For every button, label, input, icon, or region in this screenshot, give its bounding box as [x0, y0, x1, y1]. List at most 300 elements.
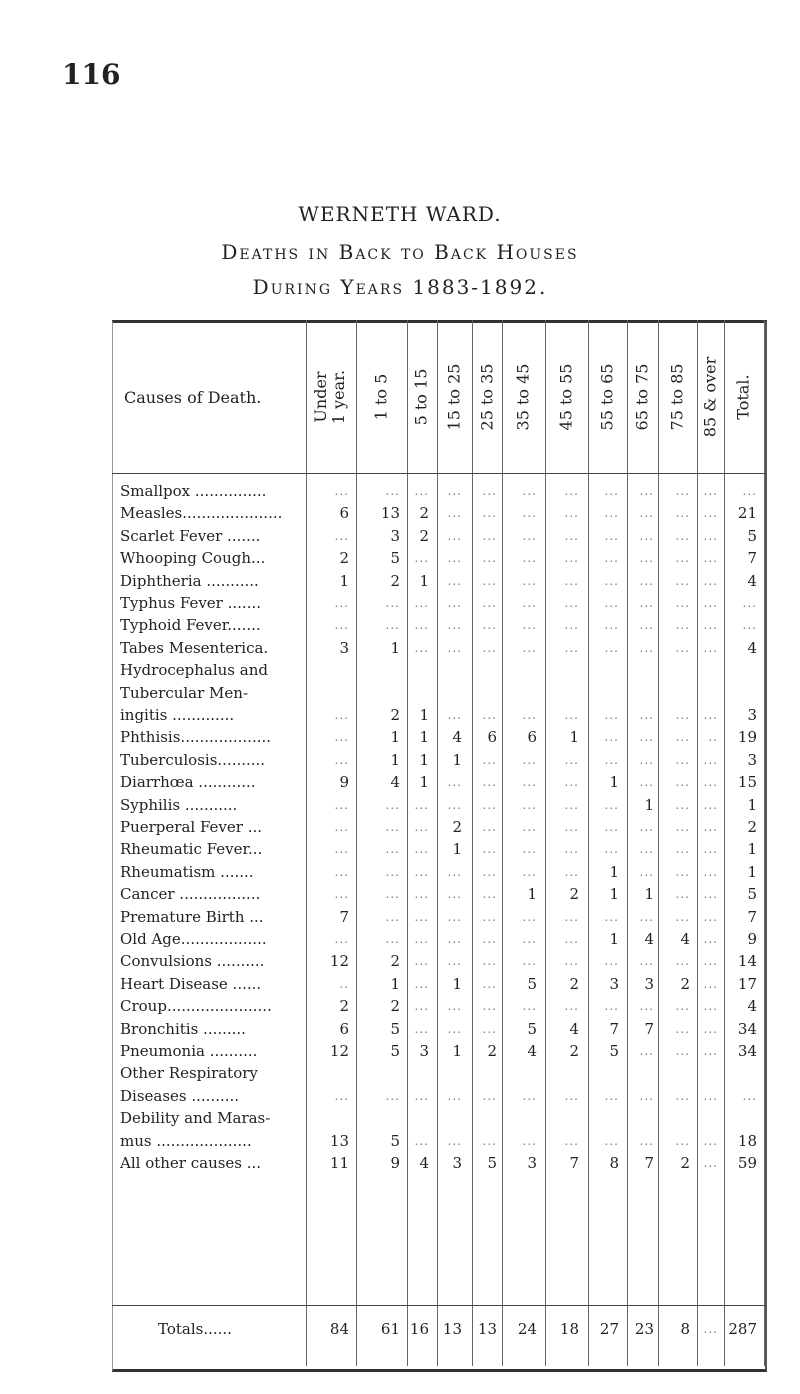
- table-cell: ...: [482, 528, 497, 543]
- row-label: ingitis .............: [120, 706, 235, 724]
- table-cell: ...: [639, 909, 654, 924]
- table-cell: ...: [522, 1088, 537, 1103]
- column-divider: [306, 320, 307, 1366]
- table-cell: ...: [522, 573, 537, 588]
- table-cell: ...: [414, 640, 429, 655]
- column-header-label: 65 to 75: [632, 363, 652, 431]
- table-cell: ...: [447, 909, 462, 924]
- table-cell: ...: [482, 797, 497, 812]
- row-label: Old Age..................: [120, 930, 267, 948]
- table-cell: ...: [414, 618, 429, 633]
- table-cell: ...: [675, 1133, 690, 1148]
- table-cell: ...: [447, 954, 462, 969]
- table-cell: 5: [747, 885, 757, 904]
- table-cell: ...: [564, 797, 579, 812]
- table-cell: ...: [639, 618, 654, 633]
- table-cell: ...: [604, 909, 619, 924]
- page-subtitle-years: During Years 1883-1892.: [252, 275, 548, 299]
- causes-header: Causes of Death.: [124, 388, 262, 407]
- table-cell: 18: [737, 1131, 757, 1150]
- table-cell: 12: [329, 1042, 349, 1060]
- table-cell: 1: [419, 750, 429, 769]
- table-cell: ...: [639, 484, 654, 498]
- table-cell: 2: [569, 885, 579, 904]
- table-cell: ...: [385, 484, 400, 498]
- table-cell: 1: [569, 728, 579, 747]
- table-cell: 13: [329, 1131, 349, 1150]
- table-cell: ...: [414, 909, 429, 924]
- table-cell: ...: [604, 618, 619, 633]
- table-cell: 3: [527, 1154, 537, 1172]
- table-cell: ...: [675, 842, 690, 857]
- table-cell: 34: [737, 1019, 757, 1038]
- table-cell: 2: [390, 571, 400, 590]
- table-cell: ...: [675, 596, 690, 610]
- table-cell: 1: [390, 750, 400, 769]
- table-cell: ...: [742, 618, 757, 633]
- table-cell: ...: [414, 976, 429, 991]
- table-cell: ...: [675, 528, 690, 543]
- table-cell: ...: [675, 573, 690, 588]
- table-cell: ...: [447, 573, 462, 588]
- table-cell: 1: [609, 773, 619, 792]
- table-cell: ...: [675, 1088, 690, 1103]
- table-cell: ...: [385, 909, 400, 924]
- table-cell: ...: [604, 551, 619, 566]
- table-cell: 7: [609, 1019, 619, 1038]
- table-cell: ...: [639, 775, 654, 790]
- table-cell: 1: [452, 750, 462, 769]
- table-cell: 6: [339, 504, 349, 523]
- table-cell: 15: [737, 773, 757, 792]
- table-cell: 1: [644, 795, 654, 814]
- table-cell: ...: [703, 618, 718, 633]
- table-cell: 7: [569, 1154, 579, 1172]
- table-cell: 21: [737, 504, 757, 523]
- table-cell: ...: [447, 1133, 462, 1148]
- totals-cell: 24: [517, 1320, 537, 1338]
- table-cell: ...: [522, 797, 537, 812]
- table-cell: ...: [604, 954, 619, 969]
- table-cell: ...: [482, 999, 497, 1014]
- table-cell: ...: [482, 864, 497, 879]
- table-cell: 4: [527, 1042, 537, 1060]
- table-cell: ...: [522, 596, 537, 610]
- table-cell: ...: [639, 752, 654, 767]
- row-label: Diseases ..........: [120, 1086, 240, 1105]
- table-cell: ...: [447, 797, 462, 812]
- table-cell: ...: [639, 820, 654, 834]
- table-cell: ...: [604, 640, 619, 655]
- table-cell: 5: [390, 549, 400, 568]
- table-cell: ...: [385, 864, 400, 879]
- table-cell: 2: [569, 1042, 579, 1060]
- table-cell: ...: [675, 775, 690, 790]
- table-cell: ...: [414, 932, 429, 946]
- table-cell: 3: [419, 1042, 429, 1060]
- table-cell: ...: [385, 1088, 400, 1103]
- table-cell: ...: [522, 820, 537, 834]
- table-cell: 11: [329, 1154, 349, 1172]
- table-cell: ...: [703, 484, 718, 498]
- table-cell: 3: [747, 706, 757, 724]
- table-cell: 14: [737, 952, 757, 971]
- table-cell: ...: [522, 842, 537, 857]
- table-cell: ...: [639, 954, 654, 969]
- table-cell: ...: [385, 618, 400, 633]
- table-cell: 1: [644, 885, 654, 904]
- table-cell: 1: [747, 862, 757, 881]
- table-cell: ...: [447, 484, 462, 498]
- table-cell: 3: [609, 974, 619, 993]
- table-cell: ...: [447, 1088, 462, 1103]
- table-cell: ..: [708, 730, 718, 745]
- table-cell: ...: [564, 909, 579, 924]
- table-cell: 1: [452, 1042, 462, 1060]
- table-cell: 4: [390, 773, 400, 792]
- table-cell: ...: [482, 1088, 497, 1103]
- table-cell: 2: [339, 549, 349, 568]
- table-cell: ...: [482, 573, 497, 588]
- table-cell: ...: [703, 864, 718, 879]
- table-cell: ...: [703, 752, 718, 767]
- table-cell: 2: [419, 526, 429, 545]
- row-label: Smallpox ...............: [120, 482, 267, 500]
- table-cell: 2: [339, 997, 349, 1016]
- table-cell: ...: [675, 999, 690, 1014]
- table-cell: ...: [447, 551, 462, 566]
- table-cell: 1: [747, 840, 757, 859]
- row-label: mus ....................: [120, 1131, 252, 1150]
- table-cell: 8: [609, 1154, 619, 1172]
- table-cell: ...: [703, 640, 718, 655]
- table-cell: ...: [482, 976, 497, 991]
- table-cell: ...: [522, 484, 537, 498]
- table-cell: ...: [639, 842, 654, 857]
- table-cell: 6: [339, 1019, 349, 1038]
- table-cell: 34: [737, 1042, 757, 1060]
- table-cell: 4: [747, 997, 757, 1016]
- table-cell: 7: [747, 907, 757, 926]
- table-cell: ...: [414, 887, 429, 902]
- table-cell: ...: [564, 551, 579, 566]
- table-cell: ...: [385, 820, 400, 834]
- row-label: Diarrhœa ............: [120, 773, 256, 792]
- table-cell: 13: [380, 504, 400, 523]
- row-label: Tabes Mesenterica.: [120, 638, 269, 657]
- table-cell: ...: [447, 618, 462, 633]
- table-cell: ...: [522, 932, 537, 946]
- table-cell: 6: [527, 728, 537, 747]
- table-cell: ...: [385, 887, 400, 902]
- table-cell: 1: [390, 728, 400, 747]
- table-cell: ...: [482, 596, 497, 610]
- table-cell: ...: [482, 618, 497, 633]
- table-cell: ...: [675, 864, 690, 879]
- page-number: 116: [62, 58, 121, 91]
- table-cell: ...: [385, 932, 400, 946]
- table-cell: 5: [527, 1019, 537, 1038]
- table-cell: ...: [334, 887, 349, 902]
- table-cell: 1: [419, 773, 429, 792]
- table-cell: ...: [482, 887, 497, 902]
- totals-cell: 8: [680, 1320, 690, 1338]
- table-cell: ...: [447, 596, 462, 610]
- table-cell: 6: [487, 728, 497, 747]
- table-cell: ...: [414, 484, 429, 498]
- table-cell: ...: [334, 797, 349, 812]
- table-cell: ...: [522, 775, 537, 790]
- column-divider: [764, 320, 765, 1366]
- table-cell: ...: [675, 752, 690, 767]
- column-divider: [356, 320, 357, 1366]
- table-cell: 1: [747, 795, 757, 814]
- table-cell: 19: [737, 728, 757, 747]
- table-cell: ...: [675, 909, 690, 924]
- table-cell: ...: [522, 954, 537, 969]
- table-cell: ...: [604, 842, 619, 857]
- table-cell: ...: [414, 1088, 429, 1103]
- table-cell: ...: [447, 864, 462, 879]
- table-cell: ...: [334, 618, 349, 633]
- table-cell: ...: [675, 484, 690, 498]
- table-cell: ...: [522, 506, 537, 521]
- table-cell: ...: [447, 1021, 462, 1036]
- table-cell: ...: [742, 596, 757, 610]
- table-cell: ...: [522, 752, 537, 767]
- table-cell: 59: [737, 1154, 757, 1172]
- table-cell: 4: [419, 1154, 429, 1172]
- table-cell: 9: [339, 773, 349, 792]
- table-cell: 5: [609, 1042, 619, 1060]
- table-cell: 1: [390, 638, 400, 657]
- table-cell: ...: [675, 887, 690, 902]
- table-cell: 7: [644, 1154, 654, 1172]
- row-label: Cancer .................: [120, 885, 261, 904]
- table-cell: ...: [414, 999, 429, 1014]
- table-cell: ...: [447, 640, 462, 655]
- table-cell: 3: [390, 526, 400, 545]
- table-cell: 5: [747, 526, 757, 545]
- table-cell: 2: [680, 1154, 690, 1172]
- row-label: Tuberculosis..........: [120, 750, 266, 769]
- table-cell: ...: [385, 842, 400, 857]
- row-label: Bronchitis .........: [120, 1019, 246, 1038]
- totals-cell: 27: [599, 1320, 619, 1338]
- table-cell: ...: [675, 506, 690, 521]
- table-cell: ...: [482, 842, 497, 857]
- table-cell: ...: [334, 752, 349, 767]
- table-cell: ...: [604, 528, 619, 543]
- table-cell: ...: [703, 842, 718, 857]
- table-cell: 7: [747, 549, 757, 568]
- table-cell: ...: [703, 797, 718, 812]
- table-cell: ...: [604, 596, 619, 610]
- table-cell: ...: [334, 708, 349, 722]
- table-cell: ...: [414, 842, 429, 857]
- table-cell: ...: [703, 1088, 718, 1103]
- table-cell: ...: [334, 596, 349, 610]
- table-cell: 2: [680, 974, 690, 993]
- table-cell: ...: [522, 909, 537, 924]
- totals-cell: 13: [442, 1320, 462, 1338]
- table-cell: 1: [419, 706, 429, 724]
- table-cell: ...: [639, 506, 654, 521]
- table-cell: 4: [452, 728, 462, 747]
- table-cell: ...: [414, 797, 429, 812]
- totals-cell: ...: [703, 1322, 718, 1336]
- column-header-label: 75 to 85: [667, 363, 687, 431]
- table-cell: ...: [675, 618, 690, 633]
- table-cell: 2: [390, 997, 400, 1016]
- table-cell: 3: [452, 1154, 462, 1172]
- table-cell: ...: [482, 1133, 497, 1148]
- table-cell: ...: [414, 820, 429, 834]
- column-header-label: 45 to 55: [556, 363, 576, 431]
- table-cell: ...: [482, 640, 497, 655]
- table-cell: ...: [703, 596, 718, 610]
- table-cell: ...: [447, 932, 462, 946]
- row-label: Heart Disease ......: [120, 974, 262, 993]
- table-cell: ...: [482, 551, 497, 566]
- table-cell: 4: [747, 571, 757, 590]
- table-cell: ...: [564, 528, 579, 543]
- table-cell: ...: [522, 640, 537, 655]
- table-cell: ...: [604, 573, 619, 588]
- table-cell: ...: [675, 551, 690, 566]
- table-cell: ...: [604, 820, 619, 834]
- totals-cell: 18: [559, 1320, 579, 1338]
- table-cell: 2: [569, 974, 579, 993]
- table-cell: ...: [414, 551, 429, 566]
- table-cell: ...: [604, 752, 619, 767]
- table-cell: ...: [675, 730, 690, 745]
- table-cell: ...: [564, 864, 579, 879]
- row-label: Whooping Cough...: [120, 549, 266, 568]
- row-label: Puerperal Fever ...: [120, 818, 263, 836]
- table-cell: ...: [522, 528, 537, 543]
- row-label: Rheumatic Fever...: [120, 840, 263, 859]
- totals-label: Totals......: [158, 1320, 232, 1338]
- table-cell: ...: [703, 954, 718, 969]
- table-cell: 1: [609, 862, 619, 881]
- table-cell: ...: [675, 820, 690, 834]
- table-cell: 9: [747, 930, 757, 948]
- table-cell: ...: [703, 573, 718, 588]
- table-cell: 1: [452, 974, 462, 993]
- row-label: Other Respiratory: [120, 1064, 258, 1083]
- table-cell: ...: [385, 596, 400, 610]
- table-cell: ...: [414, 954, 429, 969]
- table-cell: ...: [604, 506, 619, 521]
- table-cell: ...: [414, 864, 429, 879]
- totals-cell: 61: [380, 1320, 400, 1338]
- table-cell: ...: [522, 708, 537, 722]
- table-cell: ...: [639, 864, 654, 879]
- table-cell: 1: [339, 571, 349, 590]
- table-cell: ...: [604, 730, 619, 745]
- table-cell: ...: [522, 1133, 537, 1148]
- table-cell: ...: [447, 528, 462, 543]
- table-cell: ...: [334, 842, 349, 857]
- column-header-label: Under 1 year.: [311, 369, 348, 425]
- table-cell: ...: [482, 752, 497, 767]
- column-header-label: 85 & over: [700, 356, 720, 438]
- table-cell: ...: [703, 909, 718, 924]
- table-cell: 2: [452, 818, 462, 836]
- table-cell: ...: [604, 797, 619, 812]
- table-cell: ...: [482, 775, 497, 790]
- table-cell: ...: [447, 708, 462, 722]
- table-cell: 12: [329, 952, 349, 971]
- table-cell: ...: [482, 1021, 497, 1036]
- table-cell: ...: [564, 1088, 579, 1103]
- table-cell: ...: [639, 596, 654, 610]
- table-cell: ...: [703, 887, 718, 902]
- table-cell: ...: [703, 1044, 718, 1058]
- table-cell: ...: [482, 484, 497, 498]
- table-cell: ...: [703, 976, 718, 991]
- table-cell: ...: [604, 1088, 619, 1103]
- table-cell: ...: [414, 596, 429, 610]
- table-cell: ...: [703, 528, 718, 543]
- table-cell: ...: [334, 820, 349, 834]
- table-cell: 9: [390, 1154, 400, 1172]
- table-cell: ...: [385, 797, 400, 812]
- table-cell: 1: [527, 885, 537, 904]
- row-label: Hydrocephalus and: [120, 661, 268, 680]
- table-cell: ...: [675, 954, 690, 969]
- table-cell: ...: [639, 573, 654, 588]
- table-cell: ...: [703, 932, 718, 946]
- table-cell: ...: [564, 618, 579, 633]
- table-cell: ...: [334, 1088, 349, 1103]
- totals-cell: 84: [329, 1320, 349, 1338]
- header-rule: [112, 473, 766, 474]
- table-cell: ...: [742, 1088, 757, 1103]
- row-label: Convulsions ..........: [120, 952, 265, 971]
- table-cell: 2: [390, 952, 400, 971]
- row-label: Rheumatism .......: [120, 862, 254, 881]
- table-cell: ...: [482, 506, 497, 521]
- row-label: Syphilis ...........: [120, 795, 238, 814]
- page-subtitle: Deaths in Back to Back Houses: [221, 240, 579, 264]
- table-cell: ...: [742, 484, 757, 498]
- table-cell: ...: [564, 506, 579, 521]
- table-cell: ...: [675, 1044, 690, 1058]
- table-cell: 5: [390, 1042, 400, 1060]
- table-cell: ...: [564, 752, 579, 767]
- table-cell: 2: [747, 818, 757, 836]
- table-cell: ...: [522, 618, 537, 633]
- table-cell: ...: [564, 484, 579, 498]
- totals-cell: 23: [634, 1320, 654, 1338]
- table-cell: ...: [334, 932, 349, 946]
- table-cell: ...: [604, 484, 619, 498]
- table-cell: 7: [339, 907, 349, 926]
- table-cell: ...: [604, 999, 619, 1014]
- row-label: Diphtheria ...........: [120, 571, 259, 590]
- row-label: Croup......................: [120, 997, 272, 1016]
- table-cell: ...: [703, 1133, 718, 1148]
- column-header-label: 35 to 45: [513, 363, 533, 431]
- table-cell: 5: [390, 1131, 400, 1150]
- row-label: Scarlet Fever .......: [120, 526, 261, 545]
- table-cell: 1: [452, 840, 462, 859]
- table-cell: 2: [390, 706, 400, 724]
- table-cell: ...: [564, 932, 579, 946]
- table-cell: ...: [564, 999, 579, 1014]
